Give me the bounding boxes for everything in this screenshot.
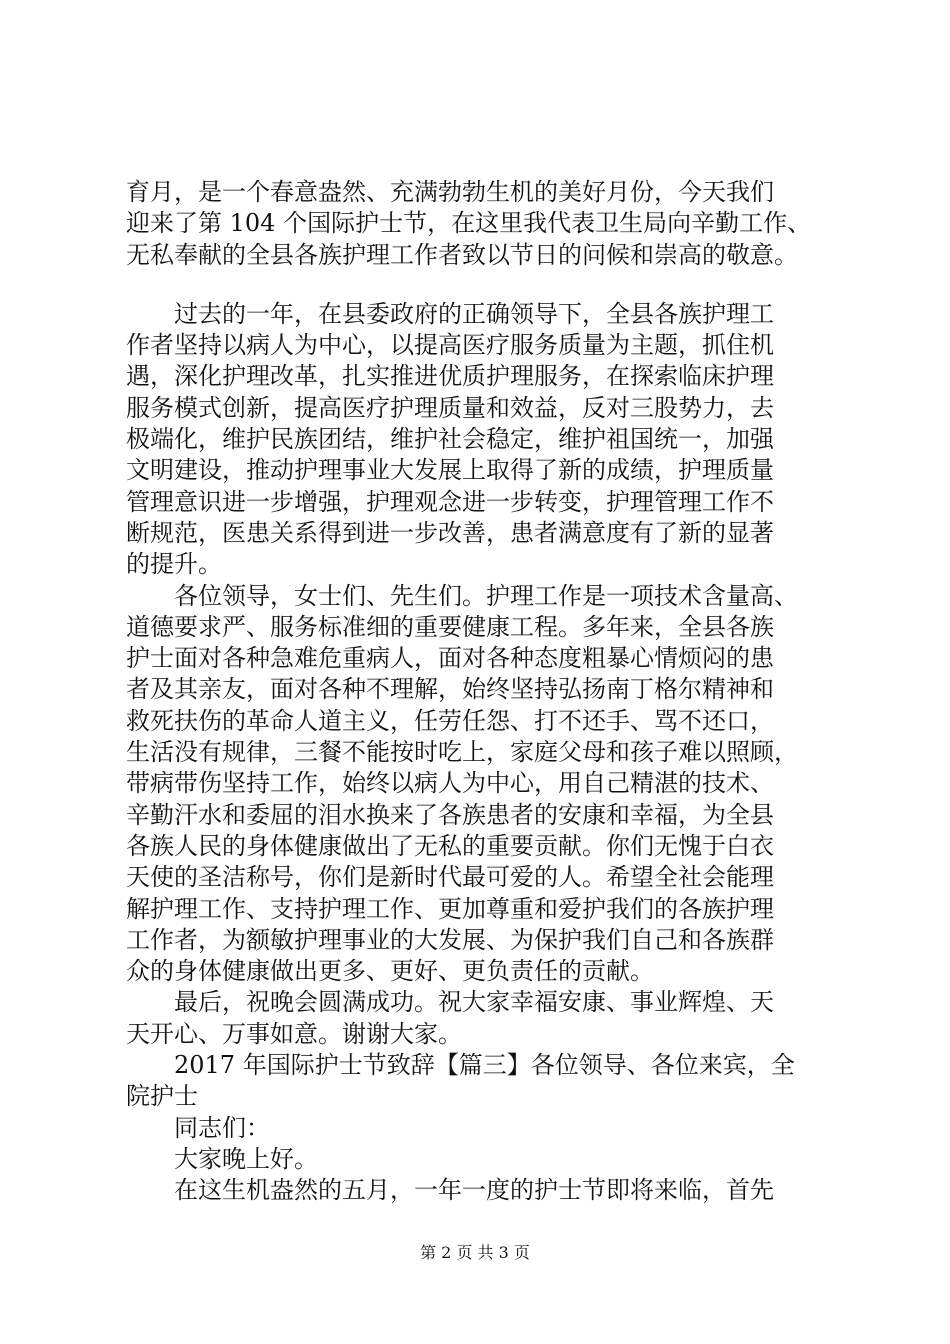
text-line: 管理意识进一步增强，护理观念进一步转变，护理管理工作不	[126, 487, 774, 516]
text-line: 过去的一年，在县委政府的正确领导下，全县各族护理工	[126, 299, 774, 328]
text-line: 生活没有规律，三餐不能按时吃上，家庭父母和孩子难以照顾，	[126, 738, 798, 767]
text-line: 工作者，为额敏护理事业的大发展、为保护我们自己和各族群	[126, 925, 774, 954]
text-line: 带病带伤坚持工作，始终以病人为中心，用自己精湛的技术、	[126, 769, 774, 798]
text-line: 天使的圣洁称号，你们是新时代最可爱的人。希望全社会能理	[126, 863, 774, 892]
text-line: 大家晚上好。	[126, 1144, 318, 1173]
text-line: 众的身体健康做出更多、更好、更负责任的贡献。	[126, 957, 654, 986]
text-line: 在这生机盎然的五月，一年一度的护士节即将来临，首先	[126, 1176, 774, 1205]
document-body	[126, 177, 838, 1207]
text-line: 同志们：	[126, 1113, 270, 1142]
text-line: 各位领导，女士们、先生们。护理工作是一项技术含量高、	[126, 581, 798, 610]
text-line: 道德要求严、服务标准细的重要健康工程。多年来，全县各族	[126, 612, 774, 641]
text-line: 2017 年国际护士节致辞【篇三】各位领导、各位来宾，全	[126, 1051, 795, 1080]
text-line: 极端化，维护民族团结，维护社会稳定，维护祖国统一，加强	[126, 425, 774, 454]
text-line: 迎来了第 104 个国际护士节，在这里我代表卫生局向辛勤工作、	[126, 209, 812, 238]
text-line: 天开心、万事如意。谢谢大家。	[126, 1019, 462, 1048]
text-line: 院护士	[126, 1082, 198, 1111]
page-footer: 第 2 页 共 3 页	[420, 1243, 530, 1262]
text-line: 护士面对各种急难危重病人，面对各种态度粗暴心情烦闷的患	[126, 644, 774, 673]
text-line: 育月，是一个春意盎然、充满勃勃生机的美好月份，今天我们	[126, 178, 774, 206]
text-line: 遇，深化护理改革，扎实推进优质护理服务，在探索临床护理	[126, 362, 774, 391]
text-line: 文明建设，推动护理事业大发展上取得了新的成绩，护理质量	[126, 456, 774, 485]
text-line: 最后，祝晚会圆满成功。祝大家幸福安康、事业辉煌、天	[126, 988, 774, 1017]
text-line: 服务模式创新，提高医疗护理质量和效益，反对三股势力，去	[126, 393, 774, 422]
text-line: 者及其亲友，面对各种不理解，始终坚持弘扬南丁格尔精神和	[126, 675, 774, 704]
text-line: 断规范，医患关系得到进一步改善，患者满意度有了新的显著	[126, 518, 774, 547]
text-line: 各族人民的身体健康做出了无私的重要贡献。你们无愧于白衣	[126, 831, 774, 860]
text-line: 救死扶伤的革命人道主义，任劳任怨、打不还手、骂不还口，	[126, 706, 774, 735]
text-line: 解护理工作、支持护理工作、更加尊重和爱护我们的各族护理	[126, 894, 774, 923]
paragraph-gap	[126, 271, 838, 299]
text-line: 无私奉献的全县各族护理工作者致以节日的问候和崇高的敬意。	[126, 240, 798, 269]
text-line: 辛勤汗水和委屈的泪水换来了各族患者的安康和幸福，为全县	[126, 800, 774, 829]
text-line: 的提升。	[126, 550, 222, 579]
text-line: 作者坚持以病人为中心，以提高医疗服务质量为主题，抓住机	[126, 331, 774, 360]
